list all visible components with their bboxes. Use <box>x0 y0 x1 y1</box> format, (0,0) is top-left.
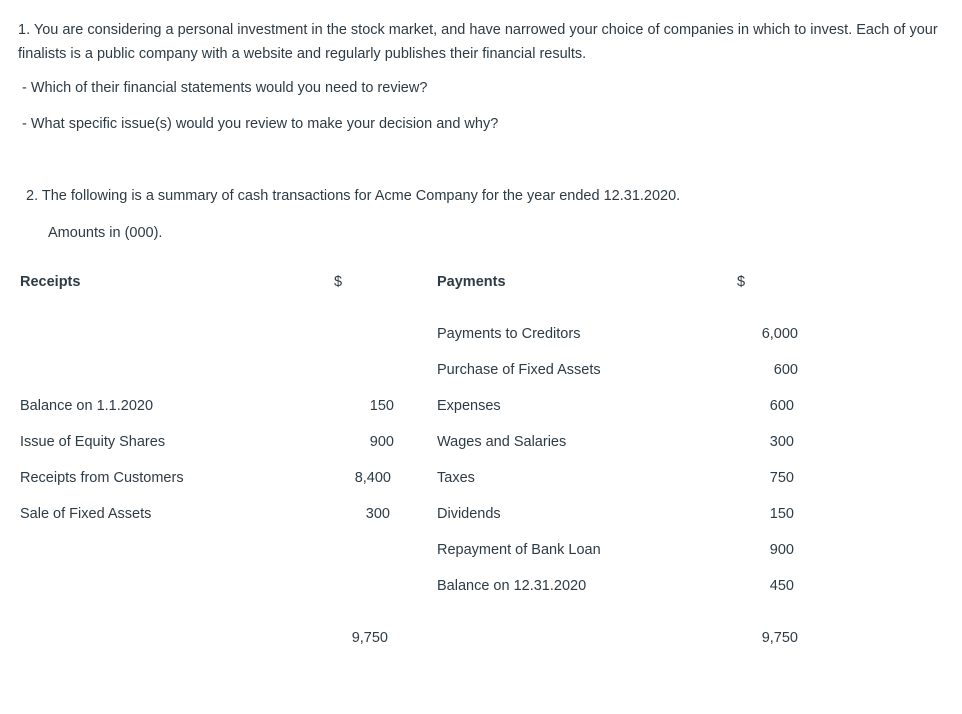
payment-label: Dividends <box>437 506 501 522</box>
payment-label: Expenses <box>437 398 501 414</box>
payments-total: 9,750 <box>761 630 798 646</box>
receipts-total: 9,750 <box>351 630 388 646</box>
payment-amount: 450 <box>769 578 794 594</box>
receipt-label: Balance on 1.1.2020 <box>20 398 154 414</box>
payment-amount: 6,000 <box>761 326 798 342</box>
amounts-note: Amounts in (000). <box>48 225 163 241</box>
receipt-label: Issue of Equity Shares <box>20 434 166 450</box>
payment-amount: 150 <box>769 506 794 522</box>
receipts-header: Receipts <box>20 274 81 290</box>
payment-amount: 300 <box>769 434 794 450</box>
receipt-amount: 300 <box>365 506 390 522</box>
receipt-amount: 150 <box>369 398 394 414</box>
payment-label: Taxes <box>437 470 475 486</box>
receipt-label: Sale of Fixed Assets <box>20 506 152 522</box>
payment-amount: 750 <box>769 470 794 486</box>
payment-amount: 900 <box>769 542 794 558</box>
payment-label: Repayment of Bank Loan <box>437 542 601 558</box>
payment-amount: 600 <box>773 362 798 378</box>
receipt-amount: 8,400 <box>354 470 391 486</box>
receipt-label: Receipts from Customers <box>20 470 184 486</box>
question-1-text: 1. You are considering a personal investment in the stock market, and have narrowed your choice of companies in which to invest. Each of your finalists is a public company with a website and regularly publishes their financial results. <box>18 22 938 62</box>
question-1-bullet-statements: - Which of their financial statements would you need to review? <box>22 80 428 96</box>
question-1-bullet-issues: - What specific issue(s) would you review to make your decision and why? <box>22 116 499 132</box>
payment-label: Purchase of Fixed Assets <box>437 362 601 378</box>
question-2-text: 2. The following is a summary of cash transactions for Acme Company for the year ended 12.31.2020. <box>26 188 681 204</box>
payment-label: Wages and Salaries <box>437 434 567 450</box>
payment-label: Balance on 12.31.2020 <box>437 578 587 594</box>
payment-label: Payments to Creditors <box>437 326 581 342</box>
payments-currency: $ <box>737 274 746 290</box>
receipt-amount: 900 <box>369 434 394 450</box>
payments-header: Payments <box>437 274 506 290</box>
receipts-currency: $ <box>334 274 343 290</box>
payment-amount: 600 <box>769 398 794 414</box>
